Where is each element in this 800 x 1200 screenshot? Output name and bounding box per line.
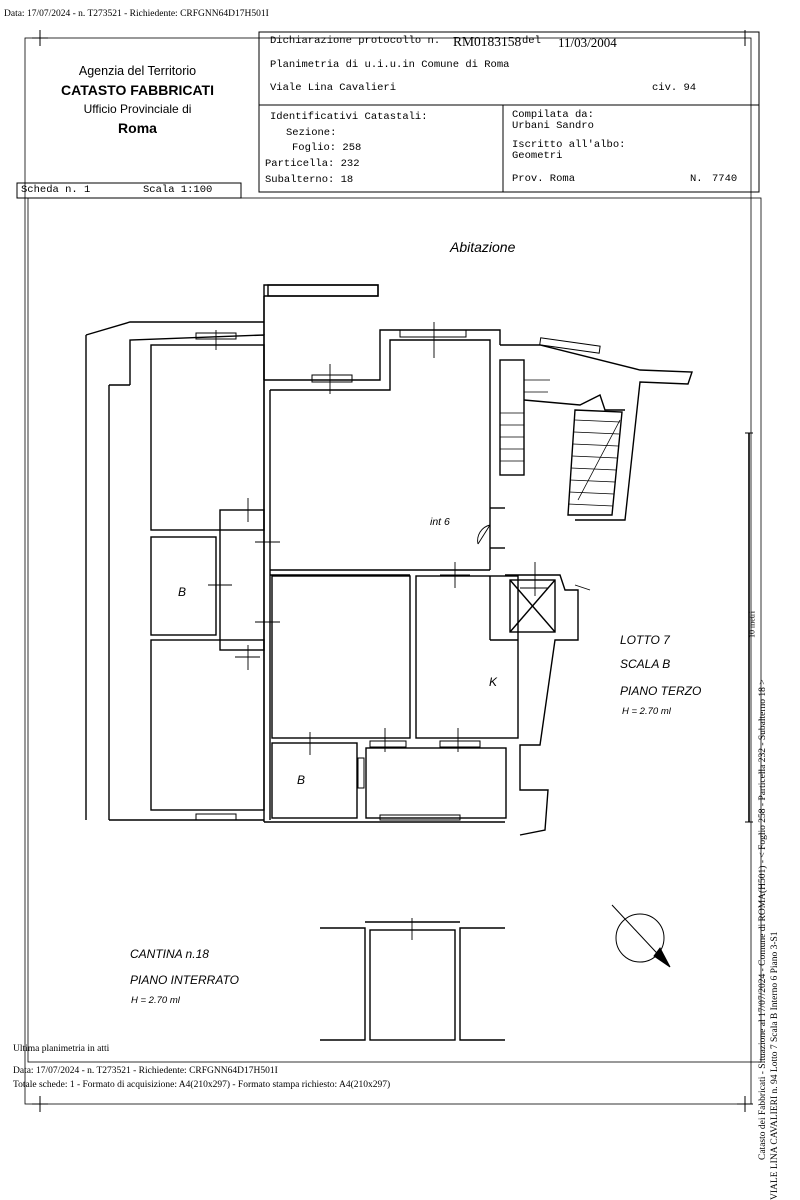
identifier-foglio: Foglio: 258 xyxy=(292,142,362,154)
compiled-by-label: Compilata da: xyxy=(512,109,594,121)
office-header xyxy=(40,62,235,138)
room-kitchen: K xyxy=(489,675,498,689)
plan-description: Planimetria di u.i.u.in Comune di Roma xyxy=(270,59,510,71)
declaration-date: 11/03/2004 xyxy=(558,35,617,50)
plan-title: Abitazione xyxy=(450,239,516,255)
declaration-label: Dichiarazione protocollo n. xyxy=(270,35,441,47)
identifier-subalterno: Subalterno: 18 xyxy=(265,174,354,186)
identifier-sezione: Sezione: xyxy=(286,127,337,139)
last-plan-note: Ultima planimetria in atti xyxy=(13,1044,110,1054)
identifier-particella: Particella: 232 xyxy=(265,158,360,170)
declaration-del: del xyxy=(522,35,541,47)
declaration-number: RM0183158 xyxy=(453,34,522,49)
office-catasto: CATASTO FABBRICATI xyxy=(61,82,214,98)
identifiers-heading: Identificativi Catastali: xyxy=(270,111,428,123)
side-info-line2: VIALE LINA CAVALIERI n. 94 Lotto 7 Scala B Interno 6 Piano 3-S1 xyxy=(770,931,780,1200)
room-bathroom-1: B xyxy=(178,585,187,599)
plan-scale: Scala 1:100 xyxy=(143,184,213,196)
unit-label: int 6 xyxy=(430,516,450,528)
register-number: 7740 xyxy=(712,173,738,185)
register-number-label: N. xyxy=(690,173,703,185)
lot-label: LOTTO 7 xyxy=(620,633,670,647)
address: Viale Lina Cavalieri xyxy=(270,82,397,94)
cellar-floor-label: PIANO INTERRATO xyxy=(130,973,239,987)
floor-label: PIANO TERZO xyxy=(620,684,702,698)
top-metadata: Data: 17/07/2024 - n. T273521 - Richiedente: CRFGNN64D17H501I xyxy=(4,9,269,19)
scale-bar-label: 10 metri xyxy=(747,611,757,638)
cellar-height-label: H = 2.70 ml xyxy=(131,995,180,1006)
province: Prov. Roma xyxy=(512,173,576,185)
register-label: Iscritto all'albo: xyxy=(512,139,626,151)
cellar-label: CANTINA n.18 xyxy=(130,947,209,961)
room-bathroom-2: B xyxy=(297,773,306,787)
side-info-line1: Catasto dei Fabbricati - Situazione al 17/07/2024 - Comune di ROMA(H501) - < Foglio 258 - Particella 232 - Subalterno 18 > xyxy=(758,679,768,1160)
stair-label: SCALA B xyxy=(620,657,671,671)
footer-format-line: Totale schede: 1 - Formato di acquisizione: A4(210x297) - Formato stampa richiesto: A4(210x297) xyxy=(13,1080,391,1090)
height-label: H = 2.70 ml xyxy=(622,706,671,717)
footer-data-line: Data: 17/07/2024 - n. T273521 - Richiedente: CRFGNN64D17H501I xyxy=(13,1066,278,1076)
register-value: Geometri xyxy=(512,150,563,162)
sheet-number: Scheda n. 1 xyxy=(21,184,91,196)
office-agency: Agenzia del Territorio xyxy=(78,64,197,78)
office-city: Roma xyxy=(118,120,157,136)
civic-number: civ. 94 xyxy=(652,82,697,94)
compiled-by-name: Urbani Sandro xyxy=(512,120,594,132)
office-ufficio: Ufficio Provinciale di xyxy=(83,102,192,116)
